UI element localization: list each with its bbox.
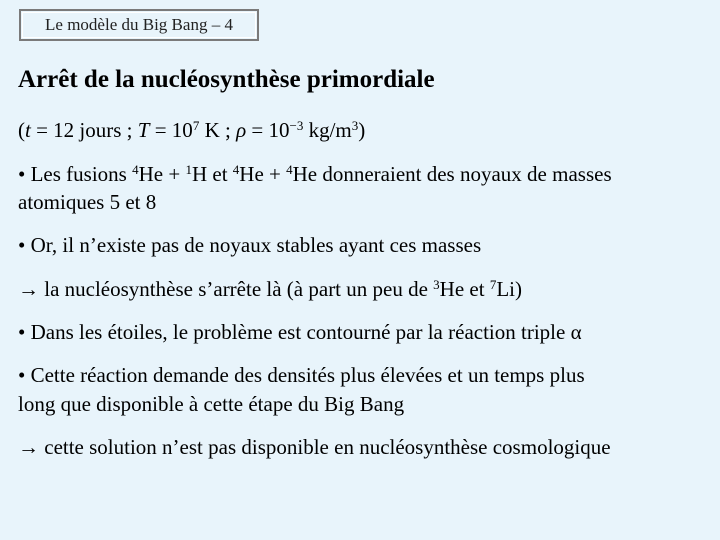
slide-header-label: Le modèle du Big Bang – 4 (45, 15, 233, 34)
slide-title: Arrêt de la nucléosynthèse primordiale (18, 66, 435, 93)
conditions-line: (t = 12 jours ; $T = 10^7$ K ; $\rho = 10^{-3}$ $kg/m^3$) (18, 118, 366, 142)
bullet-reaction-line2: long que disponible à cette étape du Big Bang (18, 392, 405, 416)
bullet-fusions-line2: atomiques 5 et 8 (18, 190, 157, 214)
bullet-triple-alpha: • Dans les étoiles, le problème est contourné par la réaction triple α (18, 320, 582, 344)
arrow-nucleosynthesis-stops: → la nucléosynthèse s’arrête là (à part un peu de $^3$He et $^7$Li) (18, 277, 522, 301)
slide-header-box (19, 9, 259, 41)
bullet-no-stable-nuclei: • Or, il n’existe pas de noyaux stables ayant ces masses (18, 233, 482, 257)
bullet-fusions-line1: • Les fusions $^4$He + $^1$H et $^4$He + $^4$He donneraient des noyaux de masses (18, 162, 612, 186)
arrow-not-available: → cette solution n’est pas disponible en nucléosynthèse cosmologique (18, 435, 611, 459)
bullet-reaction-line1: • Cette réaction demande des densités plus élevées et un temps plus (18, 363, 585, 387)
